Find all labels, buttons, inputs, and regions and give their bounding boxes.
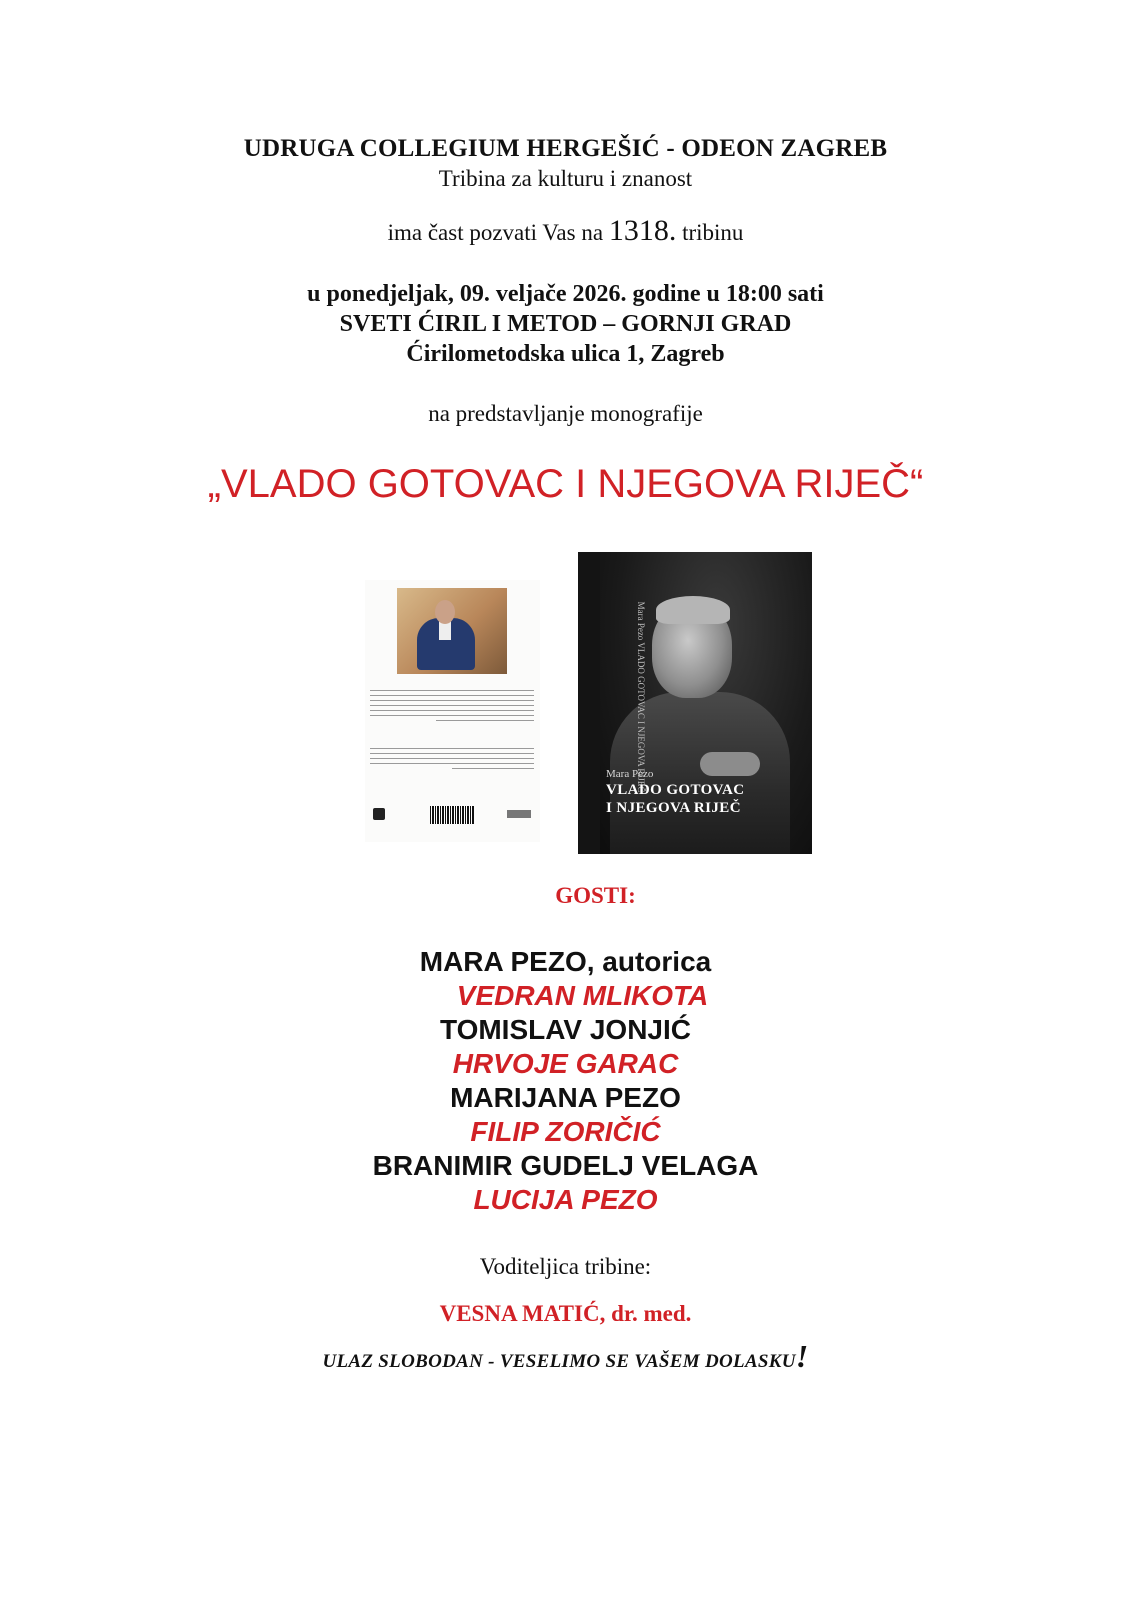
guest-name: TOMISLAV JONJIĆ [439, 1014, 691, 1045]
guest-name: LUCIJA PEZO [473, 1184, 658, 1215]
back-cover-portrait [397, 588, 507, 674]
moderator-label: Voditeljica tribine: [479, 1254, 652, 1279]
guest-name: MARA PEZO, autorica [419, 946, 712, 977]
cover-author: Mara Pezo [606, 768, 654, 780]
book-front-cover-image [578, 552, 812, 854]
back-cover-text [370, 748, 534, 773]
book-back-cover-image [365, 580, 540, 842]
guests-heading: GOSTI: [555, 883, 636, 908]
guest-name: BRANIMIR GUDELJ VELAGA [372, 1150, 759, 1181]
publisher-logo-icon [373, 808, 385, 820]
event-address: Ćirilometodska ulica 1, Zagreb [406, 341, 725, 367]
invitation-suffix: tribinu [682, 220, 744, 245]
guest-name: FILIP ZORIČIĆ [470, 1116, 661, 1147]
invitation-prefix: ima čast pozvati Vas na [387, 220, 604, 245]
footer-exclamation: ! [795, 1338, 809, 1374]
tribune-number: 1318. [608, 214, 677, 247]
book-title: „VLADO GOTOVAC I NJEGOVA RIJEČ“ [207, 462, 924, 506]
footer-note-text: ULAZ SLOBODAN - VESELIMO SE VAŠEM DOLASKU [322, 1351, 796, 1372]
barcode-icon [430, 806, 474, 824]
cover-title-line-2: I NJEGOVA RIJEČ [606, 800, 741, 816]
presentation-intro: na predstavljanje monografije [428, 401, 703, 426]
event-date: u ponedjeljak, 09. veljače 2026. godine u 18:00 sati [307, 281, 824, 307]
guest-name: MARIJANA PEZO [450, 1082, 681, 1113]
invitation-line [0, 214, 1131, 248]
organization-title: UDRUGA COLLEGIUM HERGEŠIĆ - ODEON ZAGREB [243, 135, 888, 162]
back-cover-text [370, 690, 534, 725]
moderator-name: VESNA MATIĆ, dr. med. [439, 1301, 692, 1326]
guest-name: HRVOJE GARAC [452, 1048, 679, 1079]
guest-name: VEDRAN MLIKOTA [456, 980, 709, 1011]
footer-note [0, 1338, 1131, 1375]
organization-subtitle: Tribina za kulturu i znanost [438, 166, 693, 191]
cover-spine-text: Mara Pezo VLADO GOTOVAC I NJEGOVA RIJEČ [636, 601, 646, 793]
publisher-logo-icon [507, 810, 531, 818]
event-venue: SVETI ĆIRIL I METOD – GORNJI GRAD [339, 311, 792, 337]
cover-title-line-1: VLADO GOTOVAC [606, 782, 745, 798]
